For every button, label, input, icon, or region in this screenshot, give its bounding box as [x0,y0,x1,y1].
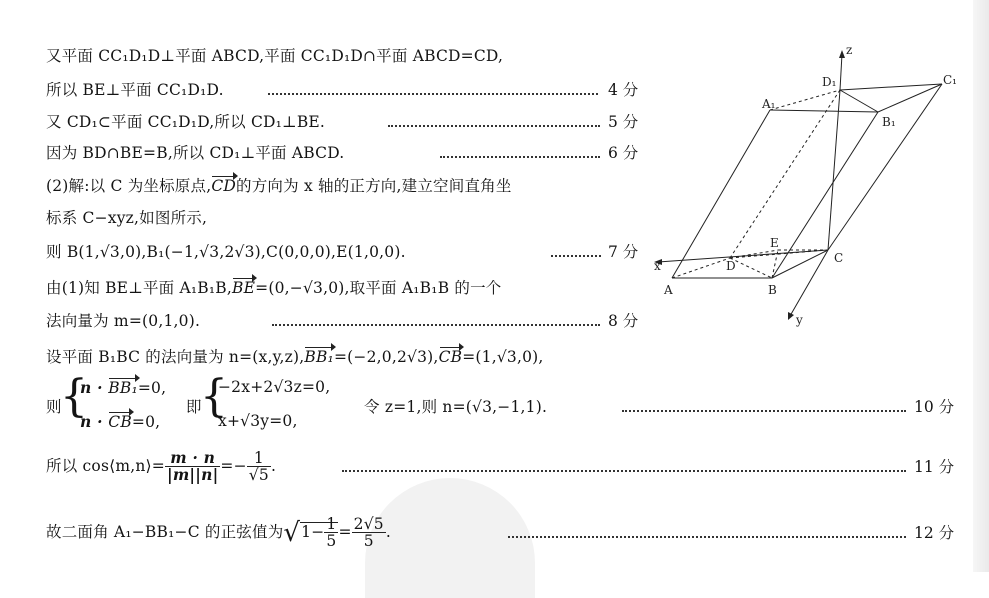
system-eq-3: −2x+2√3z=0, [218,378,331,396]
sqrt-one-minus: 1− [301,522,325,541]
vector-cb: CB [438,348,463,366]
vector-cd: CD [211,177,237,195]
left-brace: { [200,371,228,422]
text-line-10 [46,345,544,367]
equals-zero: =0, [131,413,161,431]
system-label-ji: 即 [186,398,202,416]
fraction-result [352,516,386,550]
sine-label: 故二面角 A₁−BB₁−C 的正弦值为 [46,522,284,541]
leader-dots [622,410,906,412]
cos-label: 所以 cos⟨m,n⟩= [46,456,165,475]
text-line-11-tail: 令 z=1,则 n=(√3,−1,1). [364,398,548,416]
leader-dots [440,156,600,158]
leader-dots [342,470,906,472]
fraction-mn [165,450,220,484]
equals-zero: =0, [137,379,167,397]
leader-dots [268,93,598,95]
text-line-13 [46,516,391,550]
sqrt-sign: √ [283,517,301,548]
text-line-1: 又平面 CC₁D₁D⊥平面 ABCD,平面 CC₁D₁D∩平面 ABCD=CD, [46,47,504,65]
label-z: z [846,43,853,57]
fraction-one-fifth [324,516,338,550]
vector-bb1: BB₁ [304,348,334,366]
score-4: 4 分 [608,81,639,99]
fraction-numerator: 1 [326,515,337,533]
fraction-denominator: 5 [326,532,337,551]
text-line-12 [46,450,276,484]
vector-be: BE [232,279,256,297]
leader-dots [551,255,601,257]
score-6: 6 分 [608,144,639,162]
line-5-part-b: 的方向为 x 轴的正方向,建立空间直角坐 [236,177,512,195]
period: . [270,456,277,475]
line-5-part-a: (2)解:以 C 为坐标原点, [46,177,212,195]
score-8: 8 分 [608,312,639,330]
text-line-3: 又 CD₁⊂平面 CC₁D₁D,所以 CD₁⊥BE. [46,113,326,131]
period: . [385,522,392,541]
line-8-part-a: 由(1)知 BE⊥平面 A₁B₁B, [46,279,233,297]
line-10-part-c: =(1,√3,0), [462,348,544,366]
leader-dots [272,324,600,326]
vector-bb1: BB₁ [108,379,138,397]
line-8-part-b: =(0,−√3,0),取平面 A₁B₁B 的一个 [255,279,502,297]
label-c: C [834,251,844,265]
label-d1: D₁ [822,75,837,89]
equals-minus: =− [220,456,247,475]
equals: = [338,522,352,541]
leader-dots [508,536,906,538]
score-10: 10 分 [914,398,955,416]
score-12: 12 分 [914,524,955,542]
page-edge [973,0,989,572]
fraction-denominator: |m||n| [166,465,219,485]
fraction-numerator: m · n [165,450,220,467]
left-brace: { [60,371,88,422]
z-axis-arrow [839,50,845,58]
line-10-part-b: =(−2,0,2√3), [333,348,439,366]
fraction-denominator: √5 [248,466,269,485]
label-c1: C₁ [943,73,957,87]
system-eq-2 [80,412,160,431]
label-b: B [768,283,777,297]
vector-cb: CB [108,413,132,431]
prism-figure [650,40,970,330]
y-axis-arrow [788,312,794,320]
text-line-8 [46,276,502,298]
label-b1: B₁ [882,115,896,129]
system-eq-1 [80,378,166,397]
text-line-6: 标系 C−xyz,如图所示, [46,209,208,227]
leader-dots [388,125,600,127]
fraction-numerator: 1 [247,450,271,467]
fraction-numerator: 2√5 [353,515,384,533]
label-d: D [726,259,736,273]
label-e: E [770,236,779,250]
text-line-7: 则 B(1,√3,0),B₁(−1,√3,2√3),C(0,0,0),E(1,0,0). [46,243,406,261]
sqrt-content [300,515,338,551]
text-line-9: 法向量为 m=(0,1,0). [46,312,201,330]
score-7: 7 分 [608,243,639,261]
vector-n: n · [80,378,109,397]
label-x: x [654,259,661,273]
fraction-denominator: 5 [363,532,374,551]
text-line-5 [46,174,512,196]
label-a: A [664,283,673,297]
fraction-result [247,450,271,484]
label-y: y [796,313,803,327]
score-11: 11 分 [914,458,955,476]
label-a1: A₁ [762,97,776,111]
system-eq-4: x+√3y=0, [218,412,298,430]
score-5: 5 分 [608,113,639,131]
vector-n: n · [80,412,109,431]
text-line-2: 所以 BE⊥平面 CC₁D₁D. [46,81,224,99]
line-10-part-a: 设平面 B₁BC 的法向量为 n=(x,y,z), [46,348,305,366]
text-line-4: 因为 BD∩BE=B,所以 CD₁⊥平面 ABCD. [46,144,345,162]
system-label-ze: 则 [46,398,62,416]
